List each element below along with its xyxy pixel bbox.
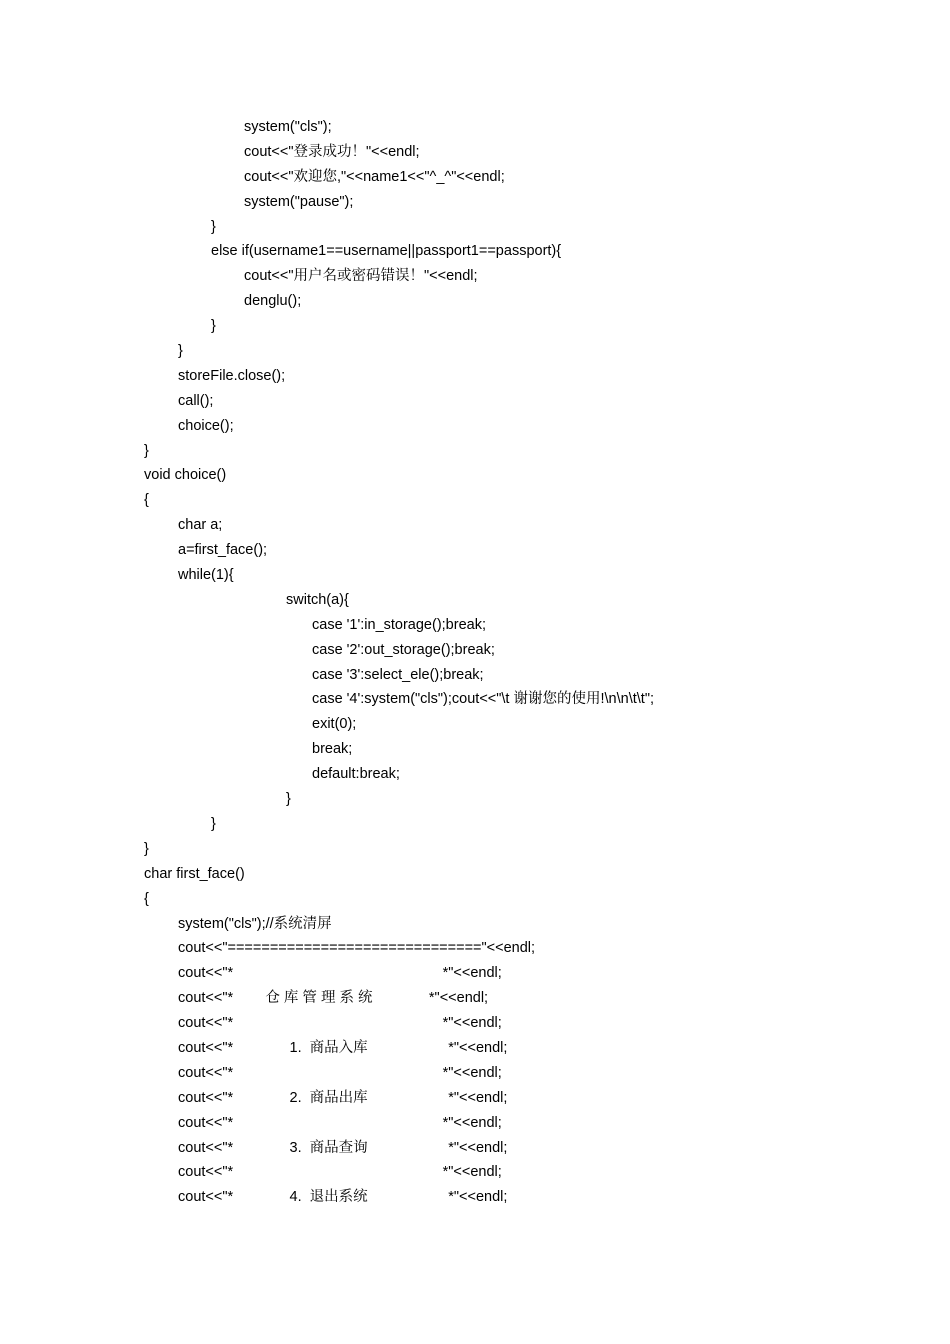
code-line: [0, 513, 950, 538]
code-line-text: else if(username1==username||passport1==passport){: [211, 243, 562, 260]
code-line: [0, 961, 950, 986]
code-line-text: default:break;: [312, 766, 400, 783]
code-line: [0, 986, 950, 1011]
code-line-text: cout<<"* *"<<endl;: [178, 1164, 502, 1181]
code-line-text: }: [144, 840, 149, 857]
code-line-text: system("pause");: [244, 193, 354, 210]
code-line: [0, 687, 950, 712]
code-line-text: }: [144, 442, 149, 459]
code-line-text: char a;: [178, 517, 223, 534]
code-line: [0, 1185, 950, 1210]
code-line-text: {: [144, 492, 149, 509]
code-line-text: cout<<"* 4. 退出系统 *"<<endl;: [178, 1189, 508, 1206]
code-line-text: cout<<"* *"<<endl;: [178, 1015, 502, 1032]
code-line: [0, 638, 950, 663]
code-line: [0, 787, 950, 812]
code-line-text: exit(0);: [312, 716, 357, 733]
code-line-text: cout<<"欢迎您,"<<name1<<"^_^"<<endl;: [244, 168, 505, 185]
code-line: [0, 1086, 950, 1111]
code-line: [0, 1136, 950, 1161]
code-line: [0, 588, 950, 613]
code-line: [0, 663, 950, 688]
code-line-text: call();: [178, 392, 214, 409]
code-line-text: cout<<"登录成功！"<<endl;: [244, 143, 420, 160]
code-line: [0, 1011, 950, 1036]
code-line-text: storeFile.close();: [178, 367, 286, 384]
code-line-text: a=first_face();: [178, 542, 268, 559]
code-line: [0, 1111, 950, 1136]
code-line: [0, 912, 950, 937]
code-line: [0, 140, 950, 165]
code-line: [0, 314, 950, 339]
code-line-text: case '3':select_ele();break;: [312, 666, 484, 683]
code-line: [0, 364, 950, 389]
code-line: [0, 289, 950, 314]
code-line: [0, 239, 950, 264]
code-line: [0, 1036, 950, 1061]
code-line-text: system("cls");//系统清屏: [178, 915, 332, 932]
code-line: [0, 936, 950, 961]
code-line-text: }: [211, 815, 216, 832]
code-line: [0, 264, 950, 289]
code-line-text: cout<<"* *"<<endl;: [178, 1064, 502, 1081]
code-line-text: void choice(): [144, 467, 227, 484]
code-line: [0, 115, 950, 140]
code-line: [0, 812, 950, 837]
code-line-text: case '2':out_storage();break;: [312, 641, 495, 658]
code-line: [0, 862, 950, 887]
code-line: [0, 1160, 950, 1185]
code-line-text: cout<<"=============================="<<endl;: [178, 940, 536, 957]
code-line: [0, 538, 950, 563]
code-line-text: }: [178, 343, 183, 360]
code-line-text: cout<<"* *"<<endl;: [178, 1114, 502, 1131]
code-line-text: cout<<"* *"<<endl;: [178, 965, 502, 982]
code-document: [0, 115, 950, 1210]
code-line-text: char first_face(): [144, 865, 245, 882]
code-line-text: break;: [312, 741, 353, 758]
code-line-text: cout<<"* 3. 商品查询 *"<<endl;: [178, 1139, 508, 1156]
code-line: [0, 613, 950, 638]
code-line-text: denglu();: [244, 293, 302, 310]
code-line: [0, 339, 950, 364]
code-line: [0, 165, 950, 190]
code-line-text: }: [211, 318, 216, 335]
code-line: [0, 563, 950, 588]
code-line: [0, 887, 950, 912]
code-line-text: cout<<"* 2. 商品出库 *"<<endl;: [178, 1089, 508, 1106]
code-line: [0, 712, 950, 737]
code-line-text: }: [286, 791, 291, 808]
code-line-text: case '4':system("cls");cout<<"\t 谢谢您的使用!\n\n\t\t";: [312, 691, 654, 708]
code-line: [0, 463, 950, 488]
code-line: [0, 190, 950, 215]
code-line-text: choice();: [178, 417, 234, 434]
code-line: [0, 837, 950, 862]
code-line-text: cout<<"* 1. 商品入库 *"<<endl;: [178, 1039, 508, 1056]
code-line-text: switch(a){: [286, 591, 349, 608]
code-line: [0, 762, 950, 787]
code-line-text: while(1){: [178, 567, 234, 584]
code-line: [0, 439, 950, 464]
code-line: [0, 488, 950, 513]
code-line-text: {: [144, 890, 149, 907]
code-line: [0, 414, 950, 439]
code-line: [0, 389, 950, 414]
code-line: [0, 1061, 950, 1086]
code-line: [0, 737, 950, 762]
code-line-text: cout<<"用户名或密码错误！"<<endl;: [244, 268, 478, 285]
code-line-text: system("cls");: [244, 119, 332, 135]
code-line-text: cout<<"* 仓 库 管 理 系 统 *"<<endl;: [178, 990, 489, 1007]
code-line-text: case '1':in_storage();break;: [312, 616, 486, 633]
code-line: [0, 215, 950, 240]
code-line-text: }: [211, 218, 216, 235]
